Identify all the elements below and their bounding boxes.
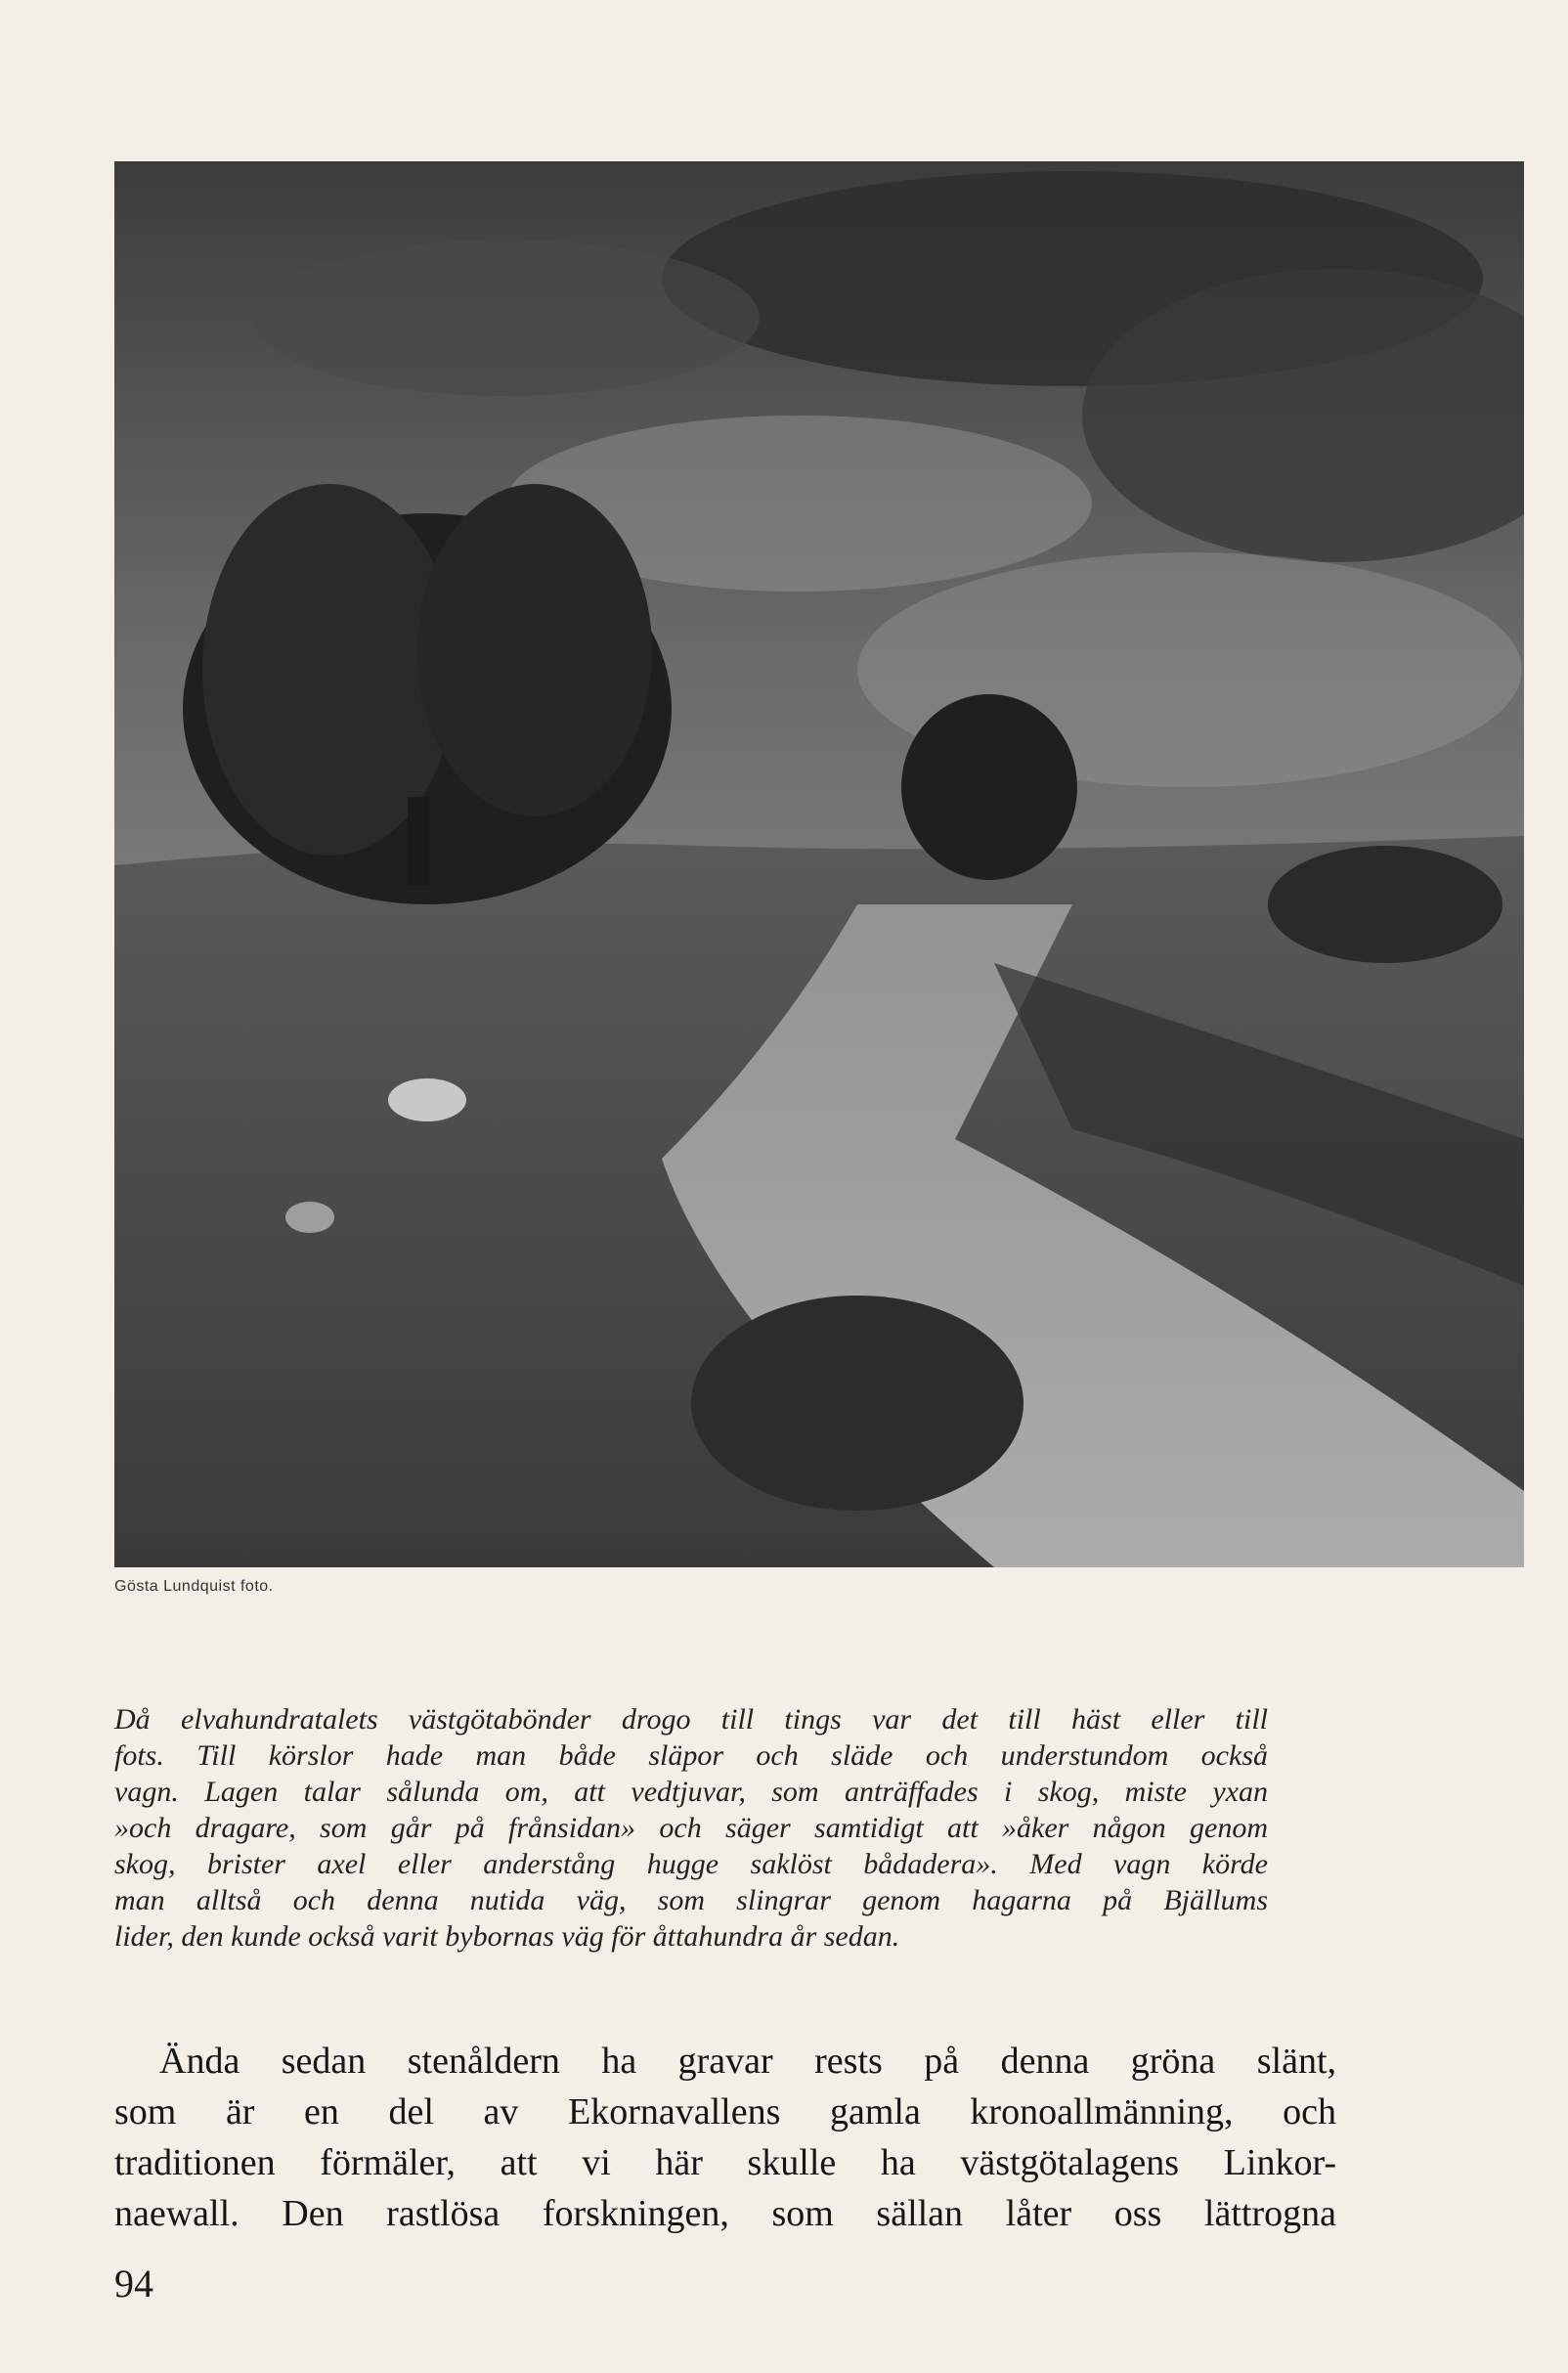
body-line: som är en del av Ekornavallens gamla kronoallmänning, och xyxy=(114,2091,1336,2132)
caption-line: vagn. Lagen talar sålunda om, att vedtjuvar, som anträffades i skog, miste yxan xyxy=(114,1776,1268,1808)
photo-credit: Gösta Lundquist foto. xyxy=(114,1578,274,1595)
caption-line: man alltså och denna nutida väg, som slingrar genom hagarna på Bjällums xyxy=(114,1884,1268,1916)
landscape-photo xyxy=(114,161,1524,1567)
page-number: 94 xyxy=(114,2262,153,2306)
landscape-photo-icon xyxy=(114,161,1524,1567)
caption-line: »och dragare, som går på frånsidan» och säger samtidigt att »åker någon genom xyxy=(114,1812,1268,1844)
body-line: naewall. Den rastlösa forskningen, som sällan låter oss lättrogna xyxy=(114,2193,1336,2234)
caption-line: fots. Till körslor hade man både släpor och släde och understundom också xyxy=(114,1739,1268,1772)
body-line: Ända sedan stenåldern ha gravar rests på denna gröna slänt, xyxy=(159,2041,1336,2082)
photo-caption xyxy=(114,1701,1268,1955)
body-paragraph xyxy=(114,2036,1336,2239)
caption-line: skog, brister axel eller anderstång hugge saklöst bådadera». Med vagn körde xyxy=(114,1848,1268,1880)
caption-line: lider, den kunde också varit bybornas väg för åttahundra år sedan. xyxy=(114,1920,900,1953)
caption-line: Då elvahundratalets västgötabönder drogo till tings var det till häst eller till xyxy=(114,1703,1268,1736)
body-line: traditionen förmäler, att vi här skulle ha västgötalagens Linkor- xyxy=(114,2142,1336,2183)
